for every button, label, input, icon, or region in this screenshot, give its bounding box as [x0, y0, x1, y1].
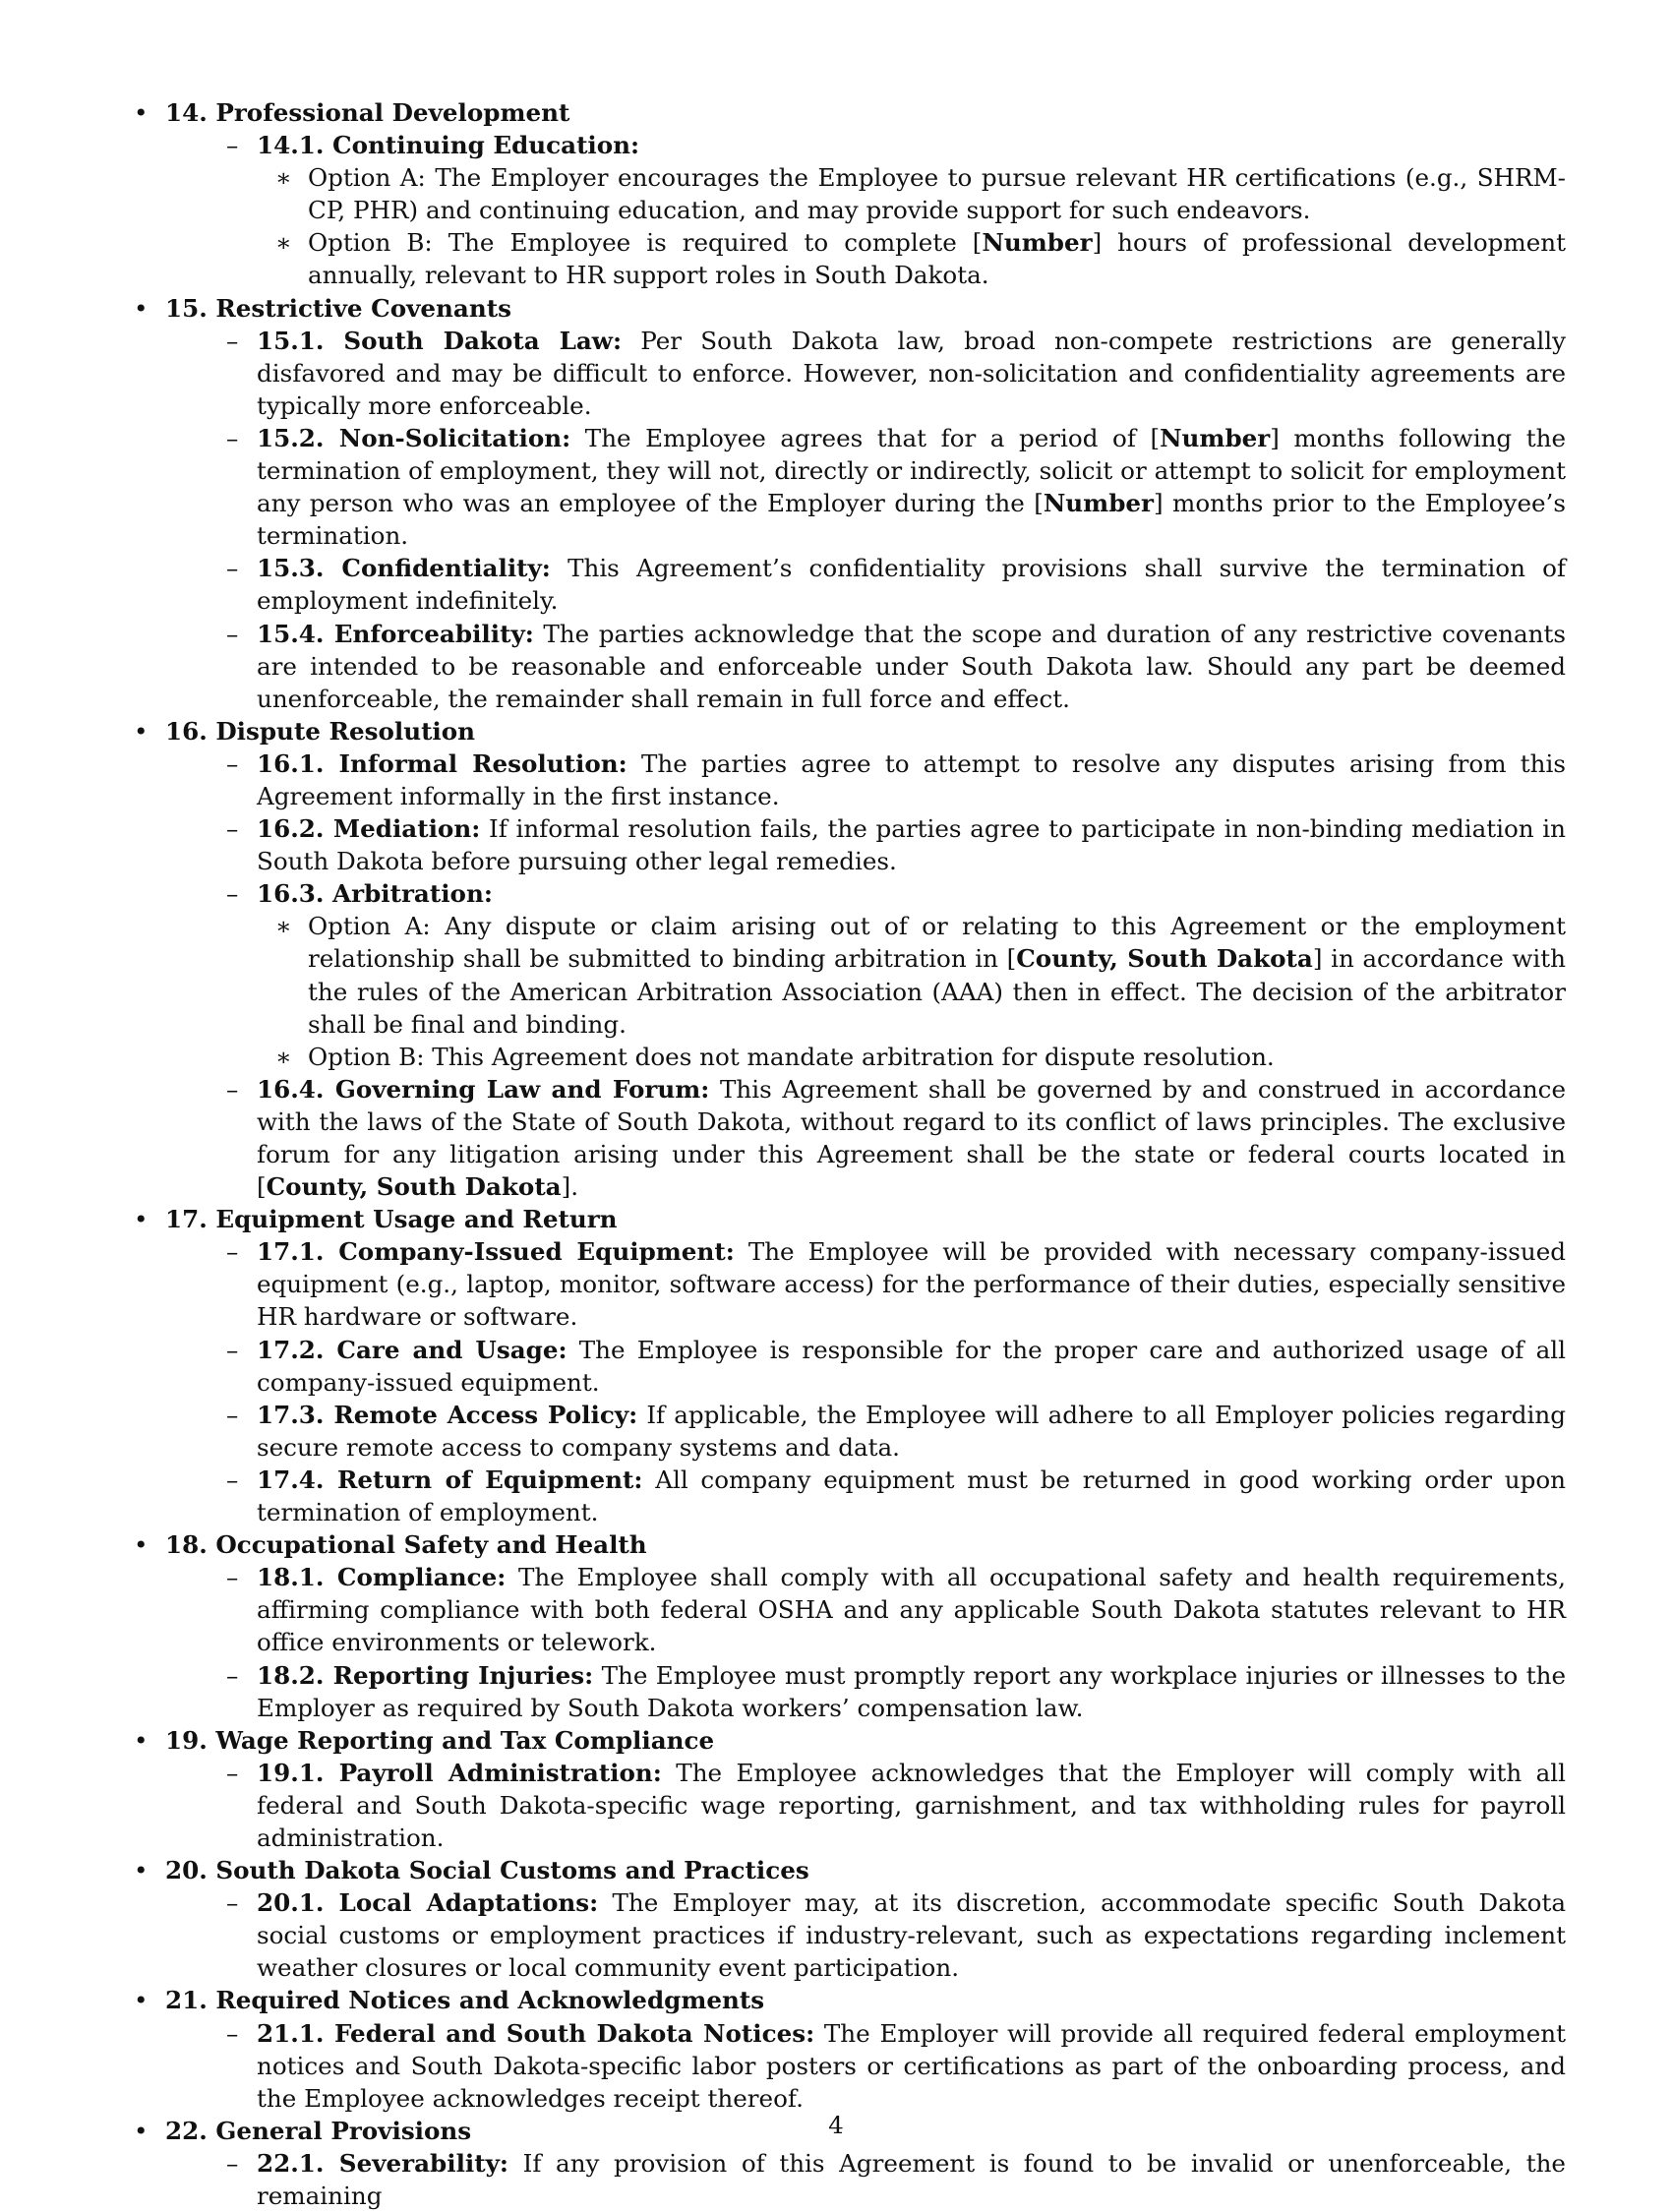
- subsection: [165, 1399, 1566, 1464]
- section-title: 19. Wage Reporting and Tax Compliance: [165, 1725, 715, 1755]
- subsection: [165, 422, 1566, 552]
- section: [134, 292, 1566, 715]
- subsection: [165, 552, 1566, 617]
- text-run: This Agreement shall be governed by and construed in accordance with the laws of the State of South Dakota, without regard to its conflict of laws principles. The exclusive forum for any litigation arising under this Agreement shall be the state or federal courts located in [: [257, 1074, 1567, 1202]
- subsection: [165, 129, 1566, 161]
- bullet-marker: •: [134, 1725, 149, 1755]
- dash-marker: –: [226, 2018, 239, 2048]
- bullet-marker: •: [134, 1530, 149, 1560]
- document-body: [134, 96, 1566, 2212]
- section-title: 22. General Provisions: [165, 2116, 472, 2145]
- bullet-marker: •: [134, 1856, 149, 1885]
- dash-marker: –: [226, 423, 239, 452]
- subsection-label: 17.1. Company-Issued Equipment:: [257, 1237, 735, 1267]
- section: [134, 1528, 1566, 1724]
- dash-marker: –: [226, 748, 239, 778]
- section: [134, 1984, 1566, 2114]
- option-item: [165, 910, 1566, 1040]
- subsection: [165, 877, 1566, 910]
- subsection-label: 15.2. Non-Solicitation:: [257, 423, 571, 452]
- option-item: [165, 1041, 1566, 1073]
- subsection: [165, 1757, 1566, 1854]
- subsection-list: [165, 325, 1566, 715]
- bullet-marker: •: [134, 1205, 149, 1234]
- dash-marker: –: [226, 1660, 239, 1690]
- subsection-label: 17.3. Remote Access Policy:: [257, 1400, 638, 1429]
- subsection-list: [165, 1886, 1566, 1984]
- dash-marker: –: [226, 619, 239, 648]
- section: [134, 1203, 1566, 1528]
- subsection-list: [165, 2147, 1566, 2212]
- text-run: Option A: The Employer encourages the Employee to pursue relevant HR certifications (e.g., SHRM-CP, PHR) and continuing education, and may provide support for such endeavors.: [308, 163, 1566, 225]
- dash-marker: –: [226, 131, 239, 160]
- subsection-list: [165, 1561, 1566, 1723]
- text-run: ] months following the termination of employment, they will not, directly or indirectly, solicit or attempt to solicit for employment any person who was an employee of the Employer during the [: [257, 423, 1566, 518]
- subsection-list: [165, 1757, 1566, 1854]
- subsection: [165, 2017, 1566, 2115]
- dash-marker: –: [226, 554, 239, 583]
- asterisk-marker: ∗: [275, 228, 292, 258]
- bullet-marker: •: [134, 98, 149, 127]
- dash-marker: –: [226, 1888, 239, 1918]
- placeholder-field: County, South Dakota: [266, 1172, 562, 1202]
- subsection: [165, 1659, 1566, 1724]
- subsection-label: 20.1. Local Adaptations:: [257, 1888, 599, 1918]
- subsection-label: 15.4. Enforceability:: [257, 619, 534, 648]
- dash-marker: –: [226, 1074, 239, 1104]
- section-title: 14. Professional Development: [165, 98, 570, 127]
- dash-marker: –: [226, 1335, 239, 1364]
- text-run: If applicable, the Employee will adhere to all Employer policies regarding secure remote access to company systems and data.: [257, 1400, 1566, 1462]
- text-run: ] in accordance with the rules of the American Arbitration Association (AAA) then in effect. The decision of the arbitrator shall be final and binding.: [308, 944, 1567, 1039]
- text-run: All company equipment must be returned in good working order upon termination of employment.: [257, 1465, 1567, 1527]
- subsection-label: 18.1. Compliance:: [257, 1563, 507, 1592]
- subsection-label: 17.4. Return of Equipment:: [257, 1465, 643, 1494]
- text-run: Option B: This Agreement does not mandate arbitration for dispute resolution.: [308, 1042, 1275, 1071]
- text-run: Option A: Any dispute or claim arising out of or relating to this Agreement or the employment relationship shall be submitted to binding arbitration in [: [308, 912, 1566, 974]
- subsection-label: 22.1. Severability:: [257, 2148, 508, 2178]
- dash-marker: –: [226, 814, 239, 844]
- section: [134, 96, 1566, 292]
- text-run: If informal resolution fails, the parties agree to participate in non-binding mediation in South Dakota before pursuing other legal remedies.: [257, 814, 1567, 876]
- bullet-marker: •: [134, 1986, 149, 2015]
- option-list: [165, 161, 1566, 291]
- text-run: The Employee shall comply with all occupational safety and health requirements, affirming compliance with both federal OSHA and any applicable South Dakota statutes relevant to HR office environments or telework.: [257, 1563, 1566, 1657]
- text-run: The Employee must promptly report any workplace injuries or illnesses to the Employer as required by South Dakota workers’ compensation law.: [257, 1660, 1567, 1722]
- dash-marker: –: [226, 326, 239, 355]
- text-run: This Agreement’s confidentiality provisions shall survive the termination of employment indefinitely.: [257, 554, 1567, 616]
- dash-marker: –: [226, 1758, 239, 1787]
- text-run: The Employee acknowledges that the Employer will comply with all federal and South Dakota-specific wage reporting, garnishment, and tax withholding rules for payroll administration.: [257, 1758, 1566, 1852]
- text-run: If any provision of this Agreement is found to be invalid or unenforceable, the remaining: [257, 2148, 1566, 2210]
- section-title: 16. Dispute Resolution: [165, 716, 476, 746]
- asterisk-marker: ∗: [275, 1042, 292, 1071]
- section-title: 21. Required Notices and Acknowledgments: [165, 1986, 765, 2015]
- subsection-list: [165, 1235, 1566, 1528]
- section-title: 15. Restrictive Covenants: [165, 293, 511, 323]
- subsection: [165, 2147, 1566, 2212]
- placeholder-field: County, South Dakota: [1016, 944, 1313, 974]
- subsection: [165, 1464, 1566, 1528]
- section: [134, 715, 1566, 1203]
- subsection-label: 17.2. Care and Usage:: [257, 1335, 567, 1364]
- subsection-label: 19.1. Payroll Administration:: [257, 1758, 662, 1787]
- subsection-label: 14.1. Continuing Education:: [257, 131, 640, 160]
- section-title: 18. Occupational Safety and Health: [165, 1530, 647, 1560]
- subsection: [165, 812, 1566, 877]
- dash-marker: –: [226, 1563, 239, 1592]
- asterisk-marker: ∗: [275, 163, 292, 193]
- text-run: ].: [561, 1172, 579, 1202]
- text-run: The Employee will be provided with necessary company-issued equipment (e.g., laptop, monitor, software access) for the performance of their duties, especially sensitive HR hardware or software.: [257, 1237, 1567, 1332]
- text-run: Per South Dakota law, broad non-compete restrictions are generally disfavored and may be difficult to enforce. However, non-solicitation and confidentiality agreements are typically more enforceable.: [257, 326, 1566, 420]
- subsection: [165, 747, 1566, 812]
- subsection: [165, 618, 1566, 715]
- subsection: [165, 325, 1566, 422]
- section: [134, 1724, 1566, 1854]
- subsection-label: 21.1. Federal and South Dakota Notices:: [257, 2018, 815, 2048]
- dash-marker: –: [226, 2148, 239, 2178]
- text-run: The parties acknowledge that the scope and duration of any restrictive covenants are intended to be reasonable and enforceable under South Dakota law. Should any part be deemed unenforceable, the remainder shall remain in full force and effect.: [257, 619, 1566, 713]
- subsection-list: [165, 2017, 1566, 2115]
- section: [134, 1854, 1566, 1984]
- text-run: The Employee is responsible for the proper care and authorized usage of all company-issued equipment.: [257, 1335, 1566, 1397]
- bullet-marker: •: [134, 2116, 149, 2145]
- option-item: [165, 226, 1566, 291]
- text-run: ] hours of professional development annually, relevant to HR support roles in South Dakota.: [308, 228, 1566, 290]
- placeholder-field: Number: [982, 228, 1093, 258]
- subsection: [165, 1334, 1566, 1399]
- subsection-label: 16.1. Informal Resolution:: [257, 748, 627, 778]
- bullet-marker: •: [134, 293, 149, 323]
- dash-marker: –: [226, 1237, 239, 1267]
- subsection-label: 16.2. Mediation:: [257, 814, 481, 844]
- subsection: [165, 1073, 1566, 1203]
- dash-marker: –: [226, 879, 239, 909]
- subsection-list: [165, 129, 1566, 291]
- text-run: The Employer will provide all required federal employment notices and South Dakota-specific labor posters or certifications as part of the onboarding process, and the Employee acknowledges receipt thereof.: [257, 2018, 1566, 2113]
- section-title: 20. South Dakota Social Customs and Practices: [165, 1856, 809, 1885]
- text-run: Option B: The Employee is required to complete [: [308, 228, 983, 258]
- placeholder-field: Number: [1043, 489, 1154, 518]
- subsection-label: 15.1. South Dakota Law:: [257, 326, 623, 355]
- subsection-label: 15.3. Confidentiality:: [257, 554, 551, 583]
- subsection: [165, 1235, 1566, 1333]
- subsection: [165, 1886, 1566, 1984]
- option-item: [165, 161, 1566, 226]
- subsection: [165, 1561, 1566, 1658]
- placeholder-field: Number: [1160, 423, 1271, 452]
- text-run: The parties agree to attempt to resolve any disputes arising from this Agreement informally in the first instance.: [257, 748, 1566, 810]
- subsection-list: [165, 747, 1566, 1203]
- section-list: [134, 96, 1566, 2212]
- dash-marker: –: [226, 1465, 239, 1494]
- page-number: 4: [828, 2111, 844, 2139]
- bullet-marker: •: [134, 716, 149, 746]
- text-run: The Employee agrees that for a period of [: [584, 423, 1161, 452]
- text-run: ] months prior to the Employee’s termination.: [257, 489, 1566, 551]
- section-title: 17. Equipment Usage and Return: [165, 1205, 618, 1234]
- dash-marker: –: [226, 1400, 239, 1429]
- subsection-label: 16.3. Arbitration:: [257, 879, 493, 909]
- subsection-label: 16.4. Governing Law and Forum:: [257, 1074, 710, 1104]
- subsection-label: 18.2. Reporting Injuries:: [257, 1660, 594, 1690]
- asterisk-marker: ∗: [275, 912, 292, 941]
- text-run: The Employer may, at its discretion, accommodate specific South Dakota social customs or employment practices if industry-relevant, such as expectations regarding inclement weather closures or local community event participation.: [257, 1888, 1566, 1983]
- option-list: [165, 910, 1566, 1072]
